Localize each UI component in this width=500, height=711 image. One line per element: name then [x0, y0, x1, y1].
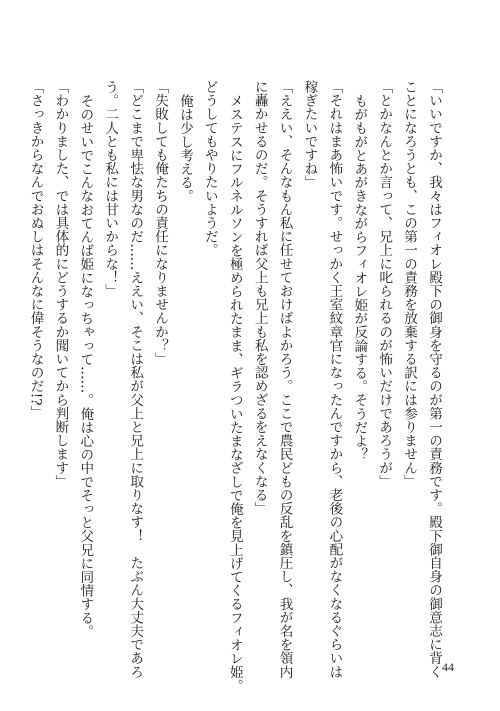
text-line: 「さっきからなんでおぬしはそんなに偉そうなのだ!?」	[27, 80, 44, 420]
text-line: どうしてもやりたいようだ。	[201, 80, 218, 257]
text-line: 「とかなんとか言って、兄上に叱られるのが怖いだけであろうが」	[376, 80, 393, 488]
text-line: そのせいでこんなおてんば姫になっちゃって……。俺は心の中でそっと父兄に同情する。	[77, 93, 94, 638]
text-line: に轟かせるのだ。そうすれば父上も兄上も私を認めざるをえなくなる」	[251, 80, 268, 516]
text-line: 「失敗しても俺たちの責任になりませんか？」	[152, 80, 169, 366]
text-line: 「それはまあ怖いです。せっかく王室紋章官になったんですから、老後の心配がなくなるぐらいは	[326, 80, 343, 679]
text-line: 稼ぎたいですね」	[301, 80, 318, 189]
text-line: 俺は少し考える。	[176, 93, 193, 203]
text-line: う。二人とも私には甘いからな！」	[102, 80, 119, 298]
text-line: ことになろうとも、この第一の責務を放棄する訳には参りません」	[401, 80, 418, 488]
text-line: 「ええい、そんなもん私に任せておけばよかろう。ここで農民どもの反乱を鎮圧し、我が名を領内	[276, 80, 293, 679]
text-line: 「どこまで卑怯な男なのだ……ええい、そこは私が父上と兄上に取りなす！ たぶん大丈夫であろ	[127, 80, 144, 679]
text-line: もがもがとあがきながらフィオレ姫が反論する。そうだよ？	[351, 93, 368, 461]
text-line: メステスにフルネルソンを極められたまま、ギラついたまなざしで俺を見上げてくるフィオレ姫。	[226, 93, 243, 692]
page-number: 44	[442, 660, 454, 674]
text-line: 「いいですか、我々はフィオレ殿下の御身を守るのが第一の責務です。殿下御自身の御意志に背く	[426, 80, 442, 679]
vertical-text-block	[27, 80, 446, 692]
text-line: 「わかりました、では具体的にどうするか聞いてから判断します」	[52, 80, 69, 488]
